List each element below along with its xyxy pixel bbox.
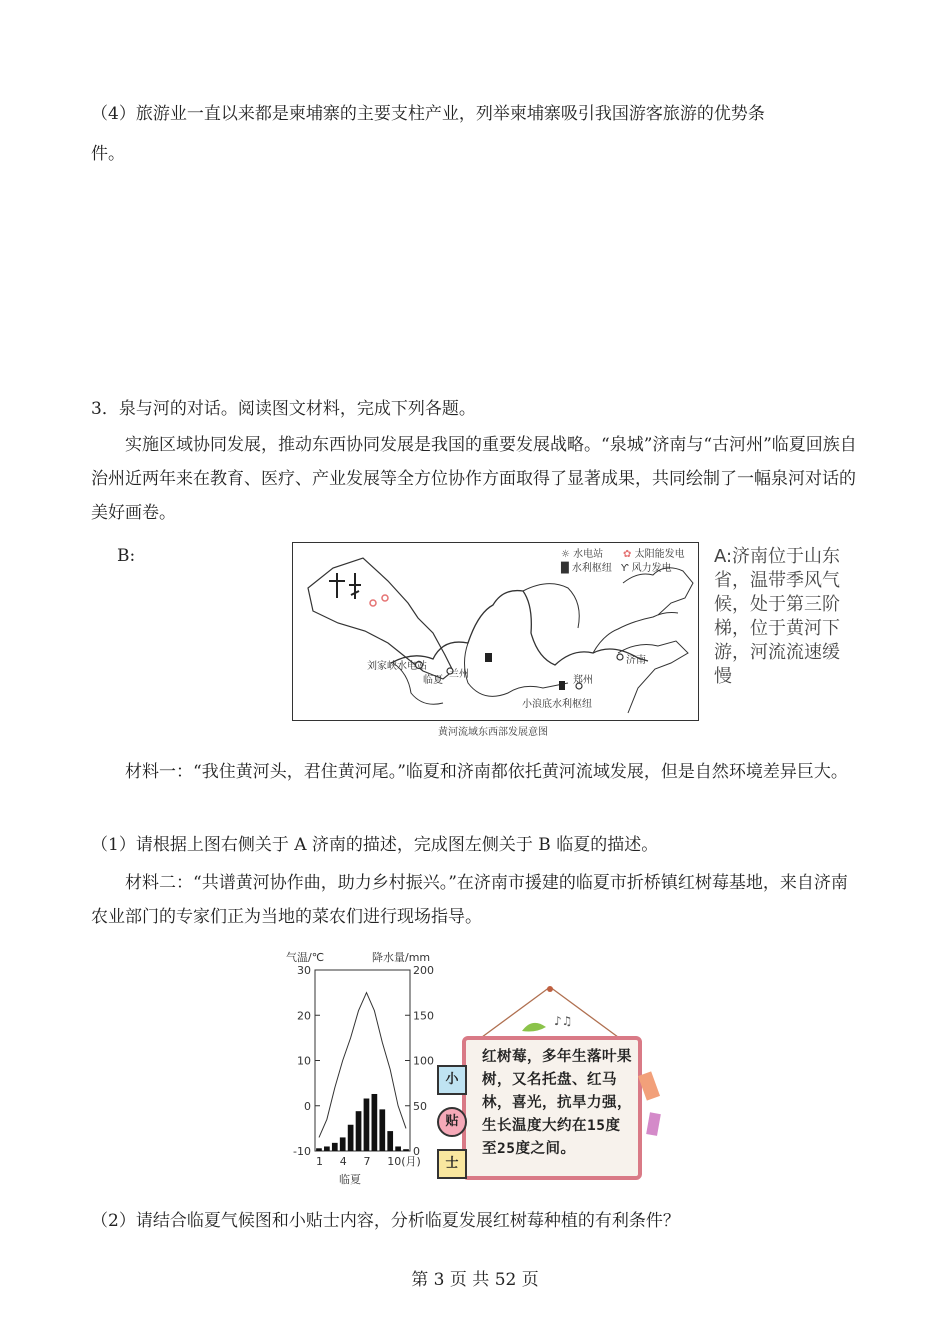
label-liujiaxia: 刘家峡水电站 bbox=[367, 661, 427, 672]
temp-tick-label: 20 bbox=[297, 1009, 311, 1023]
precip-bar bbox=[395, 1146, 401, 1151]
precip-bar bbox=[379, 1109, 385, 1151]
label-zhengzhou: 郑州 bbox=[573, 675, 593, 686]
precip-axis-label: 降水量/mm bbox=[372, 951, 431, 964]
temp-tick-label: 10 bbox=[297, 1054, 311, 1068]
legend-wind: Ƴ 风力发电 bbox=[621, 563, 672, 574]
province-border bbox=[593, 613, 678, 654]
jinan-point bbox=[617, 654, 623, 660]
sub-question-1: （1）请根据上图右侧关于 A 济南的描述，完成图左侧关于 B 临夏的描述。 bbox=[91, 835, 659, 855]
month-tick-label: 4 bbox=[339, 1155, 347, 1168]
basin-boundary-south bbox=[465, 643, 569, 696]
material-two: 材料二：“共谱黄河协作曲，助力乡村振兴。”在济南市援建的临夏市折桥镇红树莓基地，来自济南农业部门的专家们正为当地的菜农们进行现场指导。 bbox=[91, 873, 848, 927]
label-jinan: 济南 bbox=[626, 655, 646, 666]
legend-hydro: ☼ 水电站 bbox=[561, 549, 604, 560]
q3-intro: 实施区域协同发展，推动东西协同发展是我国的重要发展战略。“泉城”济南与“古河州”临夏回族自治州近两年来在教育、医疗、产业发展等全方位协作方面取得了显著成果，共同绘制了一幅泉河对话的美好画卷。 bbox=[91, 435, 857, 523]
coast-north bbox=[623, 568, 693, 615]
legend-dam: █ 水利枢纽 bbox=[561, 563, 612, 574]
precip-bar bbox=[324, 1146, 330, 1151]
precip-bar bbox=[387, 1131, 393, 1151]
precip-tick-label: 100 bbox=[413, 1054, 434, 1068]
solar-icon bbox=[382, 595, 388, 601]
station-label: 临夏 bbox=[339, 1173, 361, 1186]
tips-content: 红树莓，多年生落叶果树，又名托盘、红马林，喜光，抗旱力强，生长温度大约在15度至25度之间。 bbox=[482, 1049, 632, 1157]
dam-icon bbox=[485, 653, 492, 662]
linxia-climate-chart bbox=[280, 948, 450, 1188]
precip-bar bbox=[403, 1149, 409, 1151]
tip-char-tie: 贴 bbox=[437, 1107, 467, 1137]
temperature-curve bbox=[319, 993, 406, 1138]
precip-tick-label: 200 bbox=[413, 964, 434, 977]
month-tick-label: 1 bbox=[315, 1155, 323, 1168]
solar-icon bbox=[370, 600, 376, 606]
sub-question-2: （2）请结合临夏气候图和小贴士内容，分析临夏发展红树莓种植的有利条件？ bbox=[91, 1211, 680, 1231]
dam-icon bbox=[559, 681, 565, 690]
tip-char-shi: 士 bbox=[437, 1149, 467, 1179]
temp-tick-label: -10 bbox=[293, 1145, 311, 1158]
label-lanzhou: 兰州 bbox=[449, 669, 469, 680]
precip-bar bbox=[332, 1143, 338, 1151]
gansu-char bbox=[329, 573, 361, 599]
yellow-river bbox=[391, 591, 648, 665]
nail-icon bbox=[547, 986, 553, 992]
tip-char-xiao: 小 bbox=[437, 1065, 467, 1095]
month-tick-label: 7 bbox=[363, 1155, 371, 1168]
precip-bar bbox=[364, 1099, 370, 1151]
temp-tick-label: 0 bbox=[304, 1099, 311, 1113]
jinan-description: A:济南位于山东省，温带季风气候，处于第三阶梯，位于黄河下游，河流流速缓慢 bbox=[714, 546, 841, 687]
precip-tick-label: 50 bbox=[413, 1099, 427, 1113]
hanging-string bbox=[478, 987, 550, 1040]
label-linxia: 临夏 bbox=[423, 675, 443, 686]
material-one: 材料一：“我住黄河头，君住黄河尾。”临夏和济南都依托黄河流域发展，但是自然环境差异巨大。 bbox=[125, 762, 848, 782]
precip-tick-label: 150 bbox=[413, 1009, 434, 1023]
tag-icon bbox=[646, 1112, 661, 1136]
precip-tick-label: 0 bbox=[413, 1145, 420, 1158]
temp-axis-label: 气温/℃ bbox=[286, 951, 325, 964]
precip-bar bbox=[316, 1148, 322, 1151]
month-tick-label: 10(月) bbox=[387, 1155, 421, 1168]
map-caption: 黄河流域东西部发展意图 bbox=[438, 727, 548, 738]
q3-title: 3．泉与河的对话。阅读图文材料，完成下列各题。 bbox=[91, 399, 476, 419]
bird-icon bbox=[522, 1023, 546, 1032]
b-label: B: bbox=[117, 546, 136, 566]
page-footer: 第 3 页 共 52 页 bbox=[411, 1270, 539, 1290]
label-xiaolangdi: 小浪底水利枢纽 bbox=[522, 699, 592, 710]
music-note-icon: ♪♫ bbox=[554, 1014, 573, 1028]
q4-line1: （4）旅游业一直以来都是柬埔寨的主要支柱产业，列举柬埔寨吸引我国游客旅游的优势条 bbox=[91, 104, 765, 124]
temp-tick-label: 30 bbox=[297, 964, 311, 977]
precip-bar bbox=[340, 1137, 346, 1151]
precip-bar bbox=[356, 1111, 362, 1151]
q4-line2: 件。 bbox=[91, 144, 125, 164]
plot-frame bbox=[315, 970, 410, 1151]
precip-bar bbox=[372, 1094, 378, 1151]
legend-solar: ✿ 太阳能发电 bbox=[623, 549, 685, 560]
yellow-river-map bbox=[292, 542, 699, 738]
precip-bar bbox=[348, 1125, 354, 1151]
